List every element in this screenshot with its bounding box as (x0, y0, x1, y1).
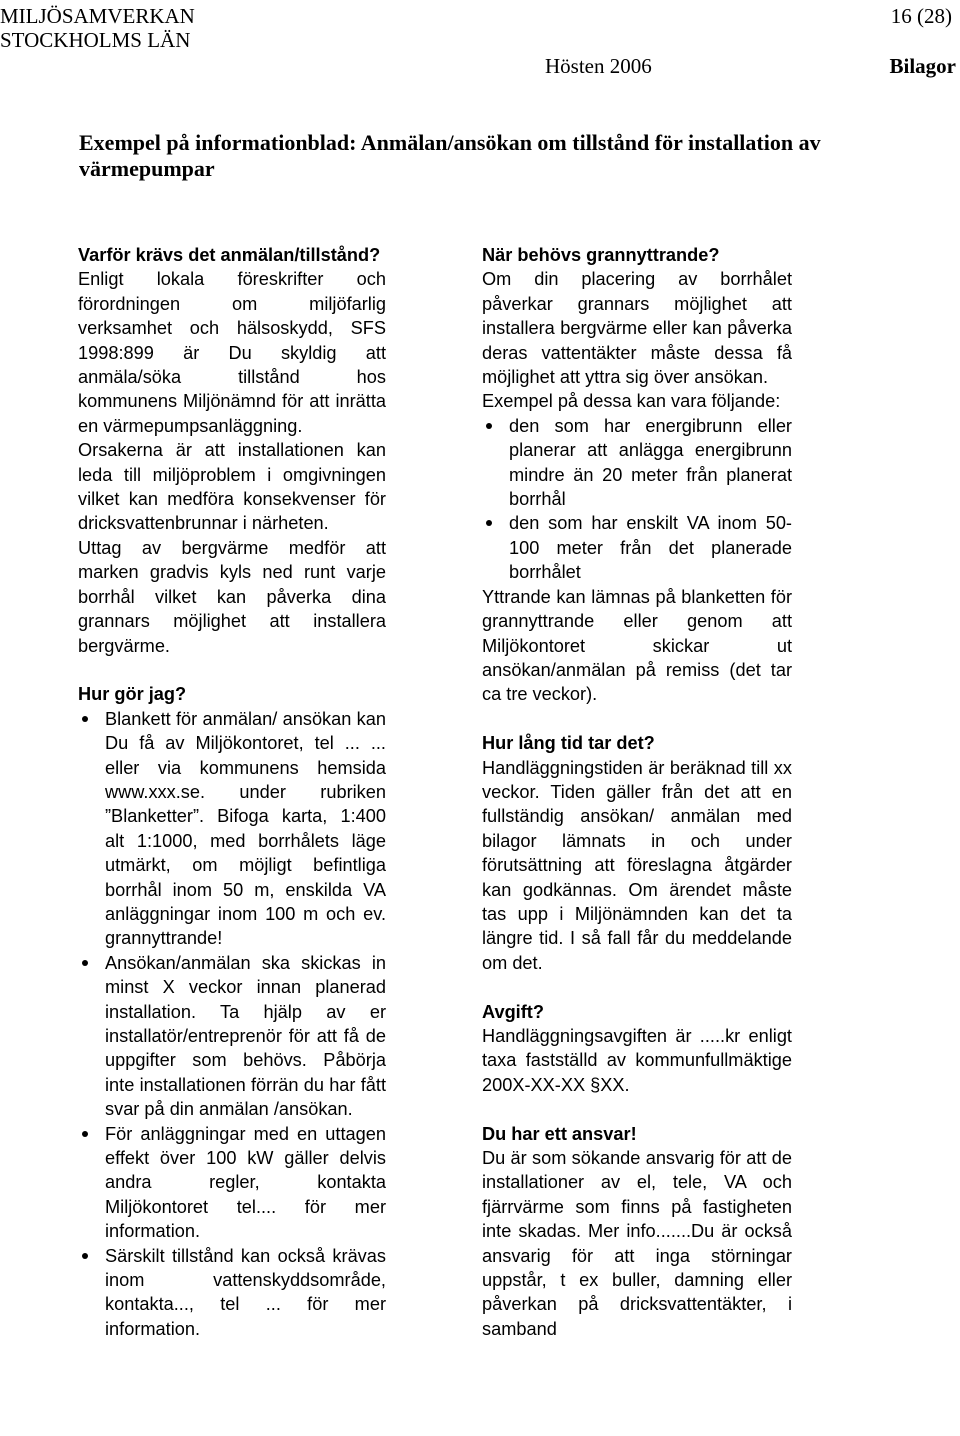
list-item (78, 1244, 386, 1342)
neighbor-list (482, 414, 792, 585)
why-paragraph-3: Uttag av bergvärme medför att marken gradvis kyls ned runt varje borrhål vilket kan påverka dina grannars möjlighet att installera bergvärme. (78, 537, 386, 656)
bullet-icon (486, 423, 492, 429)
spacer (482, 975, 792, 999)
time-heading: Hur lång tid tar det? (482, 733, 655, 754)
list-item-text: Ansökan/anmälan ska skickas in minst X veckor innan planerad installation. Ta hjälp av er installatör/entreprenör för att få de uppgifter som behövs. Påbörja inte installationen förrän du har fått svar på din anmälan /ansökan. (105, 952, 386, 1120)
season-label: Hösten 2006 (545, 54, 652, 78)
neighbor-paragraph-3: Yttrande kan lämnas på blanketten för grannyttrande eller genom att Miljökontoret skickar ut ansökan/anmälan på remiss (det tar ca tre veckor). (482, 586, 792, 705)
right-column (482, 243, 792, 1341)
list-item (482, 414, 792, 512)
responsibility-paragraph: Du är som sökande ansvarig för att de installationer av el, tele, VA och fjärrvärme som finns på fastigheten inte skadas. Mer info.......Du är också ansvarig för att inga störningar uppstår, t ex buller, damning eller påverkan på dricksvattentäkter, i samband (482, 1147, 792, 1339)
spacer (482, 1097, 792, 1121)
list-item (482, 511, 792, 584)
list-item-text: För anläggningar med en uttagen effekt över 100 kW gäller delvis andra regler, kontakta Miljökontoret tel.... för mer information. (105, 1123, 386, 1242)
list-item (78, 1122, 386, 1244)
spacer (482, 707, 792, 731)
bullet-icon (82, 1253, 88, 1259)
bullet-icon (82, 716, 88, 722)
page-number: 16 (28) (890, 4, 952, 28)
time-paragraph: Handläggningstiden är beräknad till xx veckor. Tiden gäller från det att en fullständig ansökan/ anmälan med bilagor lämnats in och under förutsättning att föreslagna åtgärder kan godkännas. Om ärendet måste tas upp i Miljönämnden kan det ta längre tid. I så fall får du meddelande om det. (482, 757, 792, 973)
list-item-text: den som har energibrunn eller planerar att anlägga energibrunn mindre än 20 meter från planerat borrhål (509, 415, 792, 510)
list-item (78, 951, 386, 1122)
bullet-icon (82, 960, 88, 966)
why-heading: Varför krävs det anmälan/tillstånd? (78, 245, 381, 265)
bullet-icon (82, 1131, 88, 1137)
spacer (78, 658, 386, 682)
fee-heading: Avgift? (482, 1001, 544, 1022)
page-header (0, 0, 960, 80)
neighbor-paragraph-2: Exempel på dessa kan vara följande: (482, 391, 781, 412)
list-item-text: den som har enskilt VA inom 50-100 meter från det planerade borrhålet (509, 513, 792, 583)
organization-region: STOCKHOLMS LÄN (0, 28, 191, 52)
why-paragraph-2: Orsakerna är att installationen kan leda till miljöproblem i omgivningen vilket kan medföra konsekvenser för dricksvattenbrunnar i närheten. (78, 440, 386, 534)
neighbor-paragraph-1: Om din placering av borrhålet påverkar grannars möjlighet att installera bergvärme eller kan påverka deras vattentäkter måste dessa få möjlighet att yttra sig över ansökan. (482, 269, 792, 388)
how-list (78, 707, 386, 1342)
list-item-text: Blankett för anmälan/ ansökan kan Du få av Miljökontoret, tel ... ... eller via kommunens hemsida www.xxx.se. under rubriken ”Blanketter”. Bifoga karta, 1:400 alt 1:1000, med borrhålets läge utmärkt, om möjligt befintliga borrhål inom 50 m, enskilda VA anläggningar inom 100 m och ev. grannyttrande! (105, 708, 386, 949)
section-label: Bilagor (889, 54, 956, 78)
left-column (78, 243, 386, 1341)
responsibility-heading: Du har ett ansvar! (482, 1123, 637, 1144)
list-item-text: Särskilt tillstånd kan också krävas inom vattenskyddsområde, kontakta..., tel ... för mer information. (105, 1245, 386, 1339)
organization-name: MILJÖSAMVERKAN (0, 4, 195, 28)
bullet-icon (486, 520, 492, 526)
list-item (78, 707, 386, 951)
fee-paragraph: Handläggningsavgiften är .....kr enligt taxa fastställd av kommunfullmäktige 200X-XX-XX §XX. (482, 1025, 792, 1095)
why-paragraph-1: Enligt lokala föreskrifter och förordningen om miljöfarlig verksamhet och hälsoskydd, SFS 1998:899 är Du skyldig att anmäla/söka tillstånd hos kommunens Miljönämnd för att inrätta en värmepumpsanläggning. (78, 269, 386, 436)
document-title: Exempel på informationblad: Anmälan/ansökan om tillstånd för installation av värmepumpar (79, 130, 821, 181)
neighbor-heading: När behövs grannyttrande? (482, 245, 720, 265)
how-heading: Hur gör jag? (78, 684, 187, 705)
